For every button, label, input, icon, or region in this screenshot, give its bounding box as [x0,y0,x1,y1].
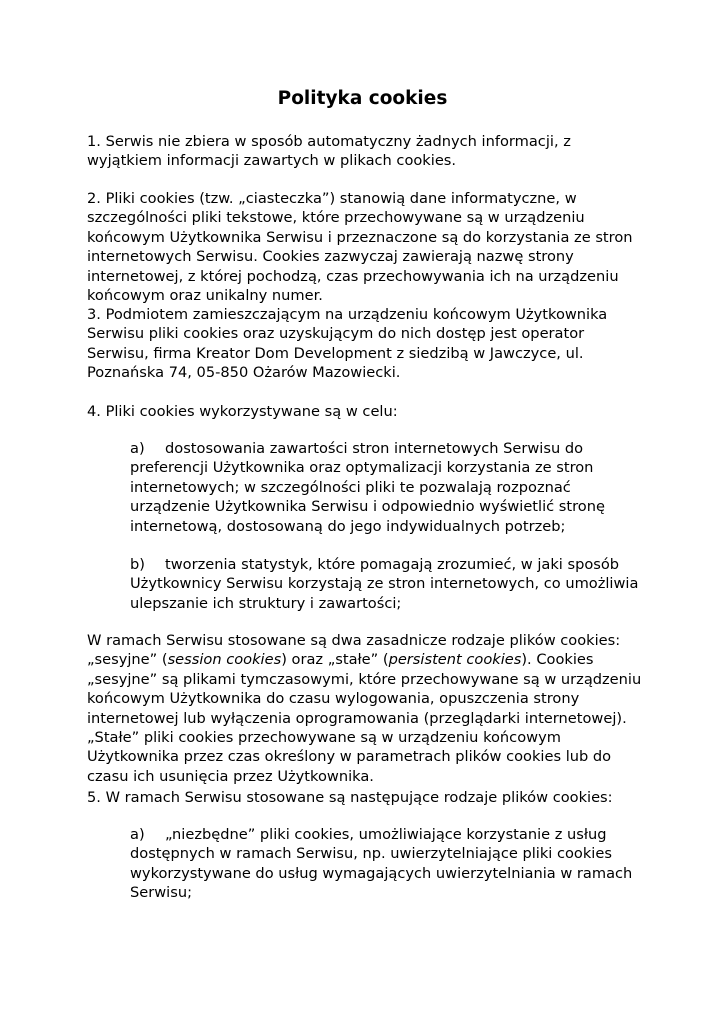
session-cookies-term: session cookies [167,651,282,669]
paragraph-1: 1. Serwis nie zbiera w sposób automatyczny żadnych informacji, z wyjątkiem informacji zawartych w plikach cookies. [87,133,571,170]
page-title: Polityka cookies [277,88,448,109]
list-item-4a [130,439,650,536]
paragraph-2: 2. Pliki cookies (tzw. „ciasteczka”) stanowią dane informatyczne, w szczególności pliki tekstowe, które przechowywane są w urządzeniu końcowym Użytkownika Serwisu i przeznaczone są do korzystania ze stron internetowych Serwisu. Cookies zazwyczaj zawierają nazwę strony internetowej, z której pochodzą, czas przechowywania ich na urządzeniu końcowym oraz unikalny numer. [87,190,633,305]
list-item-label: b) [130,556,145,573]
paragraph-cookie-types [87,631,647,786]
cookie-types-text-2: ) oraz „stałe” ( [281,651,389,669]
list-item-4b [130,555,650,613]
list-item-text: dostosowania zawartości stron internetowych Serwisu do preferencji Użytkownika oraz optymalizacji korzystania ze stron internetowych; w szczególności pliki te pozwalają rozpoznać urządzenie Użytkownika Serwisu i odpowiednio wyświetlić stronę internetową, dostosowaną do jego indywidualnych potrzeb; [130,440,605,535]
paragraph-4: 4. Pliki cookies wykorzystywane są w celu: [87,403,398,420]
persistent-cookies-term: persistent cookies [388,651,522,669]
cookie-types-text-3: ). Cookies „sesyjne” są plikami tymczasowymi, które przechowywane są w urządzeniu końcowym Użytkownika do czasu wylogowania, opuszczenia strony internetowej lub wyłączenia oprogramowania (przeglądarki internetowej). „Stałe” pliki cookies przechowywane są w urządzeniu końcowym Użytkownika przez czas określony w parametrach plików cookies lub do czasu ich usunięcia przez Użytkownika. [87,651,642,785]
paragraph-5: 5. W ramach Serwisu stosowane są następujące rodzaje plików cookies: [87,789,613,806]
list-item-label: a) [130,826,145,843]
cookie-types-text-1: W ramach Serwisu stosowane są dwa zasadnicze rodzaje plików cookies: „sesyjne” ( [87,632,621,669]
list-item-text: tworzenia statystyk, które pomagają zrozumieć, w jaki sposób Użytkownicy Serwisu korzystają ze stron internetowych, co umożliwia ulepszanie ich struktury i zawartości; [130,556,639,612]
list-item-text: „niezbędne” pliki cookies, umożliwiające korzystanie z usług dostępnych w ramach Serwisu, np. uwierzytelniające pliki cookies wykorzystywane do usług wymagających uwierzytelniania w ramach Serwisu; [130,826,633,902]
list-item-5a [130,825,650,903]
list-item-label: a) [130,440,145,457]
paragraph-3: 3. Podmiotem zamieszczającym na urządzeniu końcowym Użytkownika Serwisu pliki cookies oraz uzyskującym do nich dostęp jest operator Serwisu, firma Kreator Dom Development z siedzibą w Jawczyce, ul. Poznańska 74, 05-850 Ożarów Mazowiecki. [87,306,608,382]
